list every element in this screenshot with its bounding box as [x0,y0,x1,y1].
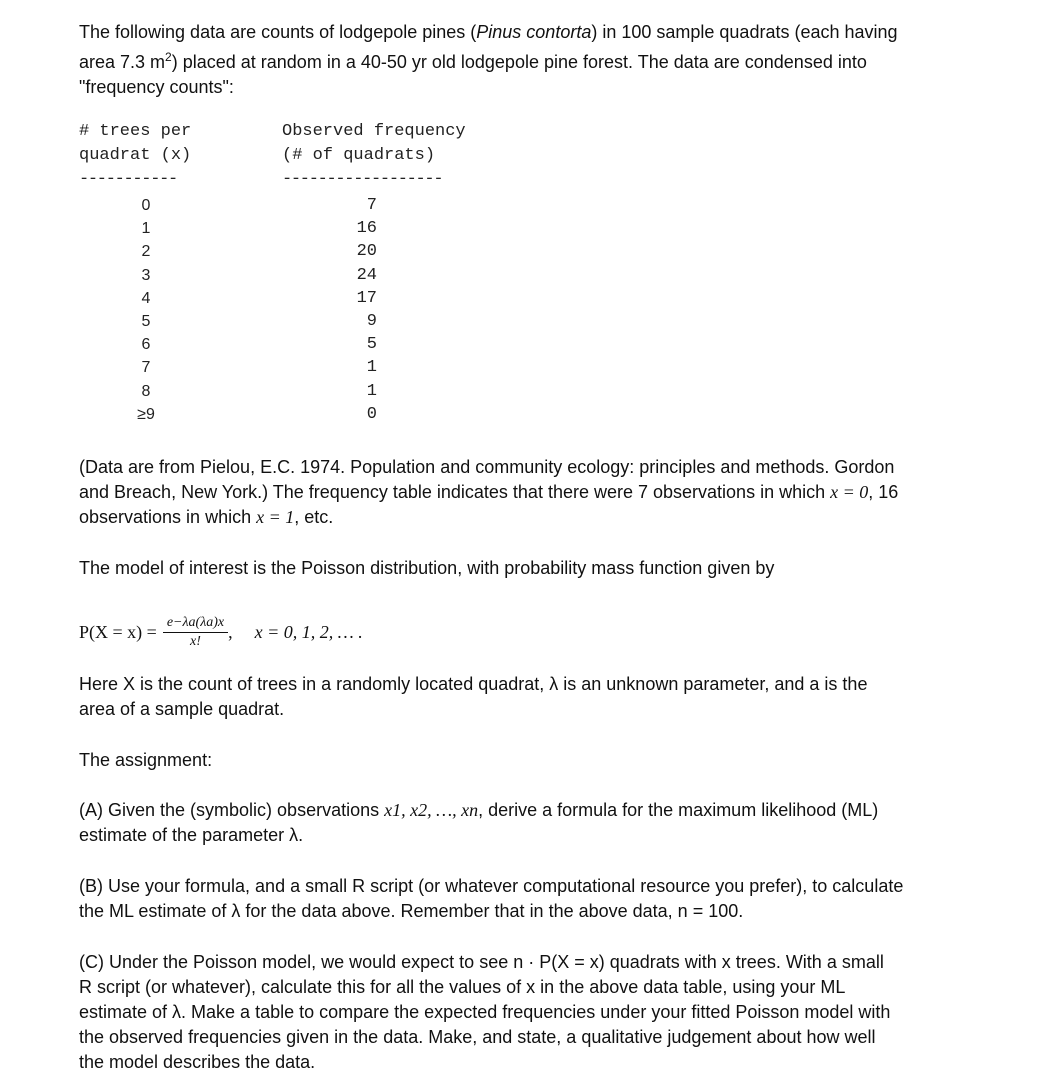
explain-paragraph [79,672,979,722]
table-x-value: 1 [141,220,151,238]
table-frequency-value: 1 [366,381,377,401]
table-frequency-value: 16 [356,219,377,239]
col2-header-2: (# of quadrats) [282,146,436,165]
col2-header-1: Observed frequency [282,122,466,141]
col2-rule: ------------------ [282,170,443,189]
part-b-line-2: the ML estimate of λ for the data above. Remember that in the above data, n = 100. [79,901,744,921]
table-x-value: 5 [141,313,151,330]
table-x-value: 3 [141,266,151,284]
table-frequency-value: 0 [366,404,377,424]
species-name: Pinus contorta [476,22,592,42]
source-line-3: observations in which x = 1, etc. [79,507,334,527]
table-frequency-value: 24 [356,265,377,285]
source-line-2: and Breach, New York.) The frequency table indicates that there were 7 observations in which x = 0, 16 [79,482,899,502]
table-frequency-value: 7 [366,196,377,215]
part-c-line-4: the observed frequencies given in the data. Make, and state, a qualitative judgement about how well [79,1027,876,1047]
table-x-value: 0 [141,197,151,214]
part-b-line-1: (B) Use your formula, and a small R script (or whatever computational resource you prefer), to calculate [79,876,904,896]
formula-fraction [163,614,228,651]
formula-denominator: x! [190,633,201,649]
table-x-value: ≥9 [137,405,155,423]
table-frequency-value: 17 [356,288,377,308]
table-x-value: 7 [141,359,151,377]
intro-paragraph [79,20,979,100]
table-frequency-value: 1 [366,358,377,378]
formula-comma: , [228,621,233,642]
model-sentence: The model of interest is the Poisson distribution, with probability mass function given by [79,558,775,578]
col1-header-2: quadrat (x) [79,146,192,165]
pmf-formula [79,604,363,660]
col1-rule: ----------- [79,170,177,189]
table-x-value: 2 [141,243,151,261]
part-c [79,950,979,1075]
intro-line-2: area 7.3 $m^2$) placed at random in a 40-50 yr old lodgepole pine forest. The data are condensed into [79,50,867,72]
col1-header-1: # trees per [79,122,192,141]
formula-numerator: e−λa(λa)x [163,614,228,633]
source-line-1: (Data are from Pielou, E.C. 1974. Population and community ecology: principles and methods. Gordon [79,457,895,477]
table-x-value: 8 [141,382,151,400]
source-paragraph [79,455,979,530]
intro-line-3: "frequency counts": [79,77,234,97]
part-a-line-1: (A) Given the (symbolic) observations x1, x2, …, xn, derive a formula for the maximum likelihood (ML) [79,800,879,820]
table-frequency-value: 20 [356,242,377,262]
formula-support: x = 0, 1, 2, … . [254,621,363,642]
frequency-table [79,120,579,430]
part-a-line-2: estimate of the parameter λ. [79,825,304,845]
part-c-line-3: estimate of λ. Make a table to compare the expected frequencies under your fitted Poisson model with [79,1002,891,1022]
table-x-value: 4 [141,289,151,307]
formula-lhs: P(X = x) = [79,621,157,642]
part-c-line-5: the model describes the data. [79,1052,316,1072]
observations-symbols: x1, x2, …, xn [384,800,479,820]
assignment-heading: The assignment: [79,750,213,770]
explain-line-1: Here X is the count of trees in a randomly located quadrat, λ is an unknown parameter, and a is the [79,674,868,694]
intro-line-1: The following data are counts of lodgepole pines (Pinus contorta) in 100 sample quadrats (each having [79,22,898,42]
part-c-line-1: (C) Under the Poisson model, we would expect to see n · P(X = x) quadrats with x trees. With a small [79,952,884,972]
explain-line-2: area of a sample quadrat. [79,699,285,719]
table-x-value: 6 [141,336,151,354]
part-b [79,874,979,924]
part-c-line-2: R script (or whatever), calculate this for all the values of x in the above data table, using your ML [79,977,846,997]
table-frequency-value: 5 [366,335,377,355]
part-a [79,798,979,848]
table-frequency-value: 9 [366,312,377,331]
